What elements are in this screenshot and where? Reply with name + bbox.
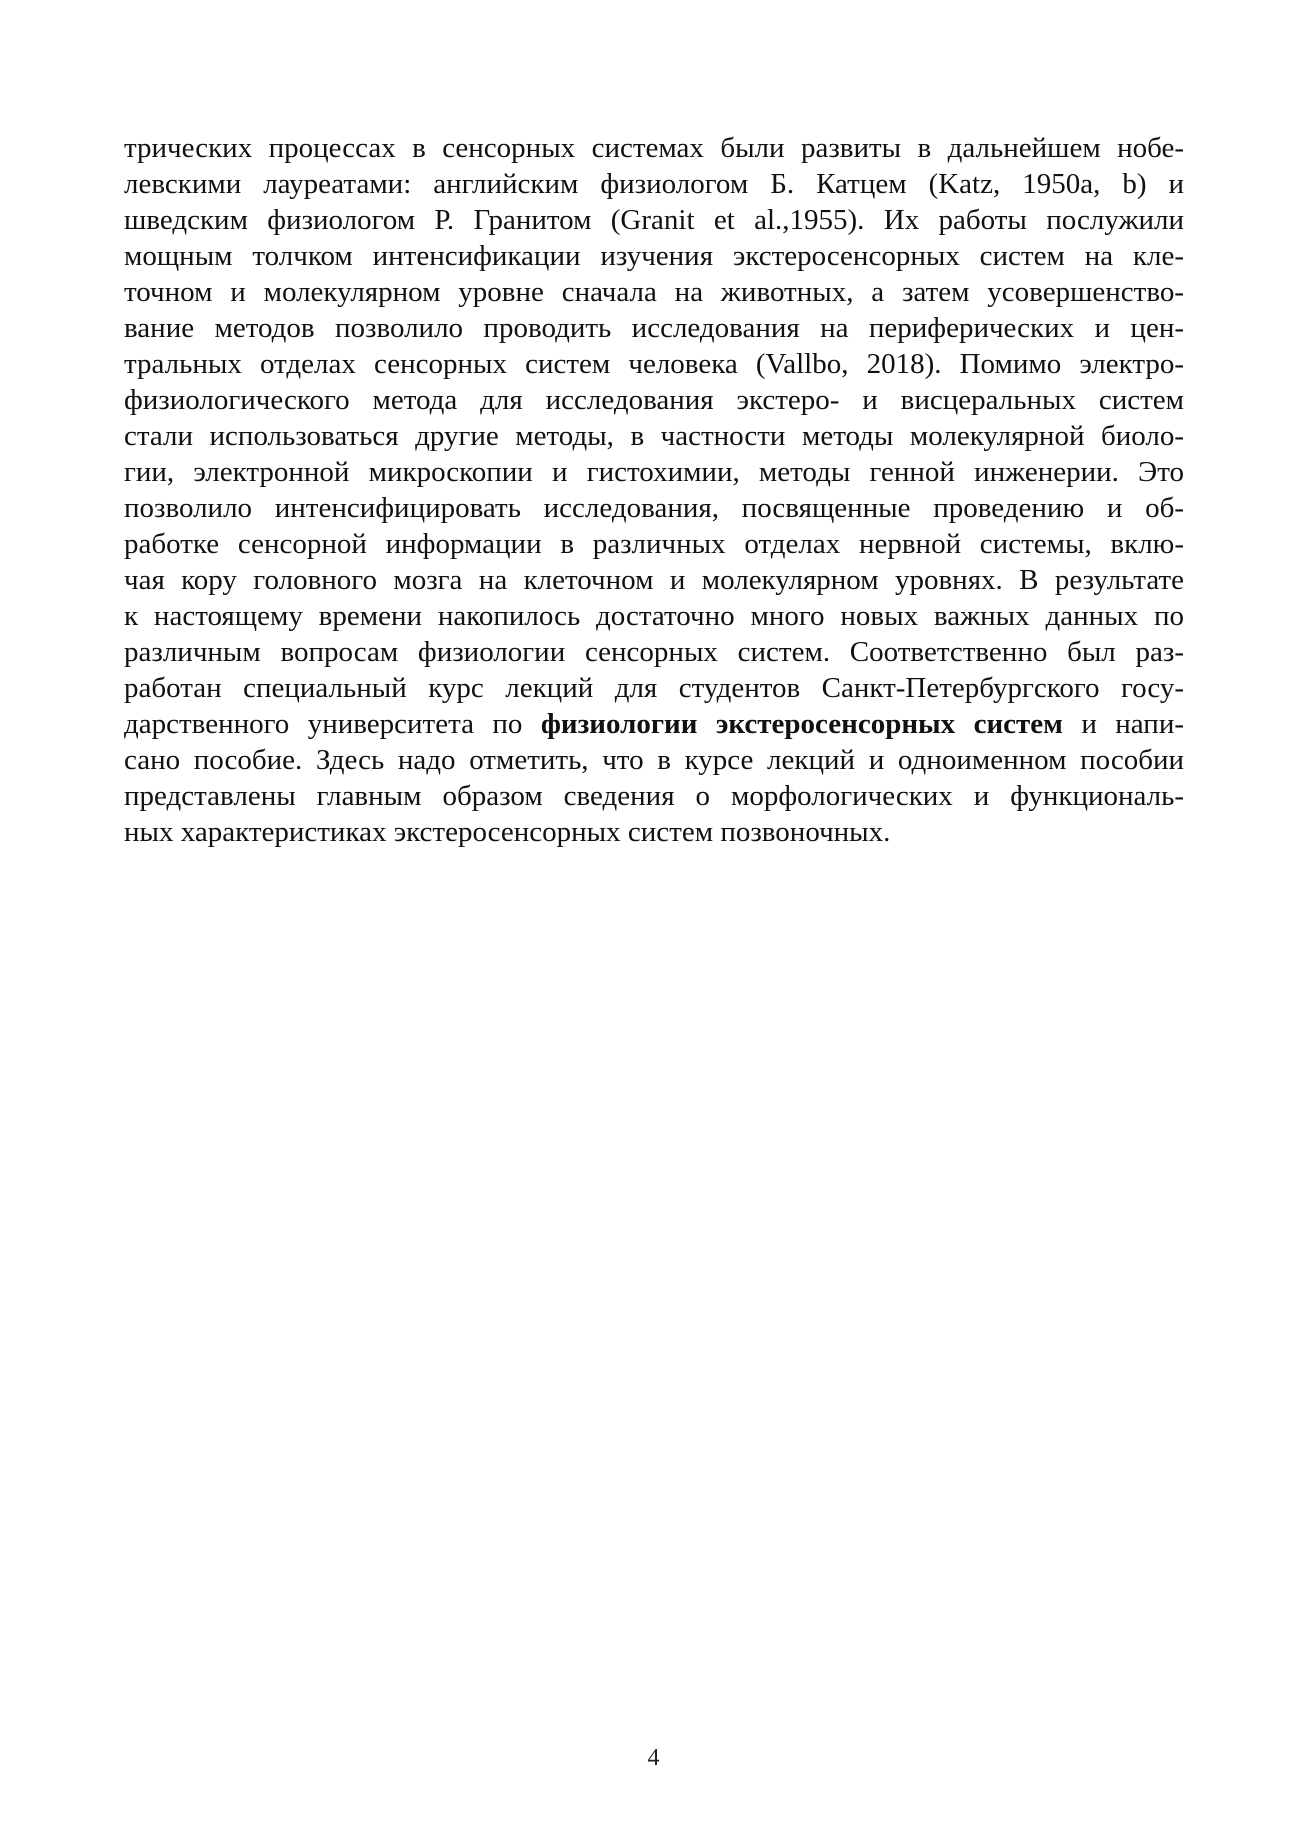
text-line: шведским физиологом Р. Гранитом (Granit et al.,1955). Их работы послужили xyxy=(124,204,1184,236)
text-line: гии, электронной микроскопии и гистохимии, методы генной инженерии. Это xyxy=(124,456,1184,488)
text-segment: дарственного университета по xyxy=(124,708,541,740)
text-line: сано пособие. Здесь надо отметить, что в курсе лекций и одноименном пособии xyxy=(124,744,1184,776)
text-line: физиологического метода для исследования экстеро- и висцеральных систем xyxy=(124,384,1184,416)
text-segment: и напи- xyxy=(1062,708,1184,740)
page-number: 4 xyxy=(647,1745,660,1771)
text-line: чая кору головного мозга на клеточном и молекулярном уровнях. В результате xyxy=(124,564,1184,596)
text-line: трических процессах в сенсорных системах были развиты в дальнейшем нобе- xyxy=(124,132,1184,164)
text-line-with-emphasis xyxy=(124,706,1184,742)
text-line: представлены главным образом сведения о морфологических и функциональ- xyxy=(124,780,1184,812)
text-line: левскими лауреатами: английским физиологом Б. Катцем (Katz, 1950a, b) и xyxy=(124,168,1184,200)
text-line: мощным толчком интенсификации изучения экстеросенсорных систем на кле- xyxy=(124,240,1184,272)
body-paragraph xyxy=(124,130,1184,850)
text-line: стали использоваться другие методы, в частности методы молекулярной биоло- xyxy=(124,420,1184,452)
text-line: вание методов позволило проводить исследования на периферических и цен- xyxy=(124,312,1184,344)
text-line: тральных отделах сенсорных систем человека (Vallbo, 2018). Помимо электро- xyxy=(124,348,1184,380)
text-line-last: ных характеристиках экстеросенсорных систем позвоночных. xyxy=(124,816,891,848)
text-line: работке сенсорной информации в различных отделах нервной системы, вклю- xyxy=(124,528,1184,560)
bold-course-title: физиологии экстеросенсорных систем xyxy=(540,708,1063,740)
text-line: позволило интенсифицировать исследования, посвященные проведению и об- xyxy=(124,492,1184,524)
text-line: работан специальный курс лекций для студентов Санкт-Петербургского госу- xyxy=(124,672,1184,704)
text-line: к настоящему времени накопилось достаточно много новых важных данных по xyxy=(124,600,1184,632)
text-line: точном и молекулярном уровне сначала на животных, а затем усовершенство- xyxy=(124,276,1184,308)
text-line: различным вопросам физиологии сенсорных систем. Соответственно был раз- xyxy=(124,636,1184,668)
